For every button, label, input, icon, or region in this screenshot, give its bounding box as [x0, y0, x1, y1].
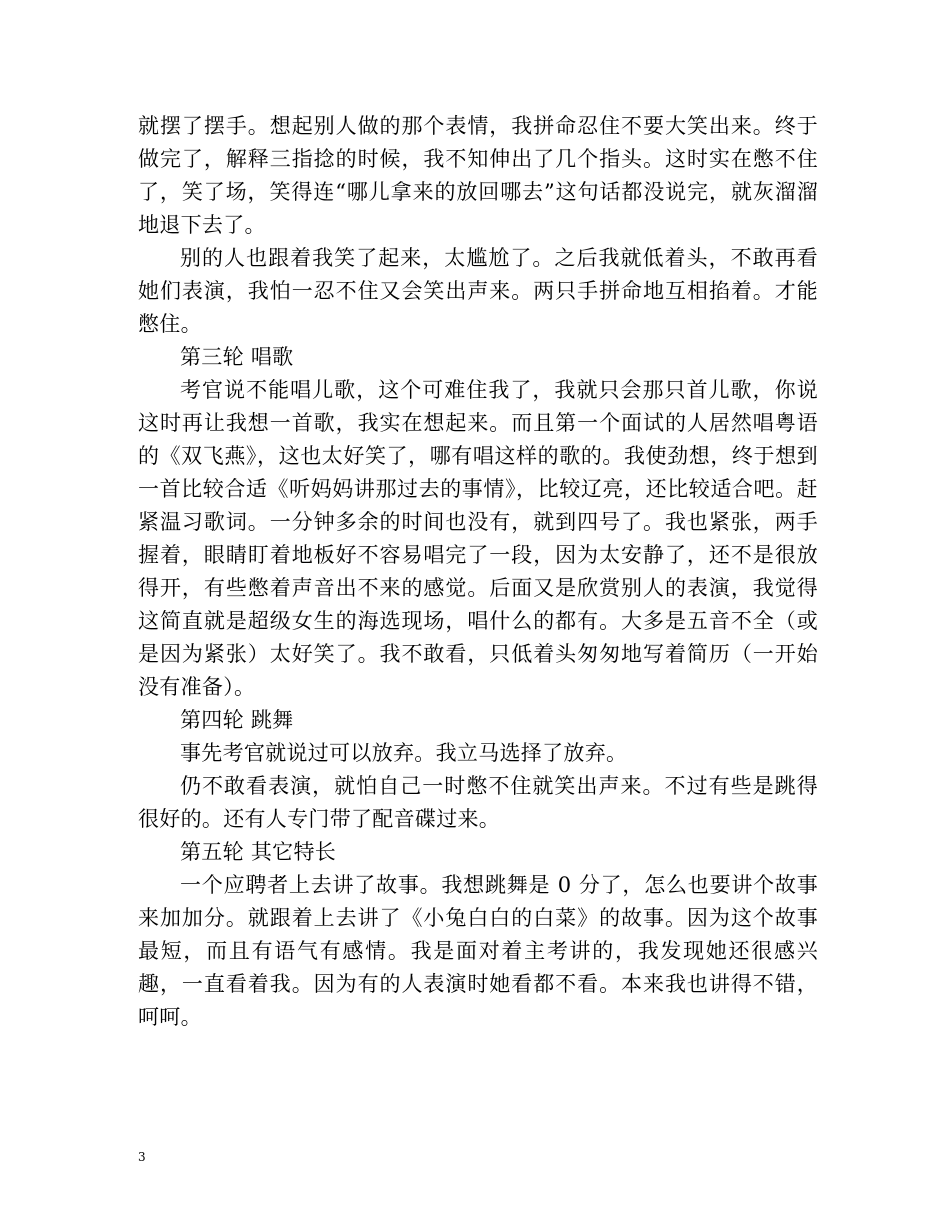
paragraph-5: 仍不敢看表演，就怕自己一时憋不住就笑出声来。不过有些是跳得很好的。还有人专门带了配音碟过来。: [138, 774, 818, 831]
section-heading-round-5: 第五轮 其它特长: [180, 840, 337, 864]
section-heading-round-3: 第三轮 唱歌: [180, 345, 294, 369]
paragraph-4: 事先考官就说过可以放弃。我立马选择了放弃。: [180, 741, 628, 765]
page-number: 3: [138, 1150, 146, 1164]
paragraph-3: 考官说不能唱儿歌，这个可难住我了，我就只会那只首儿歌，你说这时再让我想一首歌，我实在想起来。而且第一个面试的人居然唱粤语的《双飞燕》，这也太好笑了，哪有唱这样的歌的。我使劲想，终于想到一首比较合适《听妈妈讲那过去的事情》，比较辽亮，还比较适合吧。赶紧温习歌词。一分钟多余的时间也没有，就到四号了。我也紧张，两手握着，眼睛盯着地板好不容易唱完了一段，因为太安静了，还不是很放得开，有些憋着声音出不来的感觉。后面又是欣赏别人的表演，我觉得这简直就是超级女生的海选现场，唱什么的都有。大多是五音不全（或是因为紧张）太好笑了。我不敢看，只低着头匆匆地写着简历（一开始没有准备）。: [138, 378, 818, 699]
paragraph-6: 一个应聘者上去讲了故事。我想跳舞是 0 分了，怎么也要讲个故事来加加分。就跟着上去讲了《小兔白白的白菜》的故事。因为这个故事最短，而且有语气有感情。我是面对着主考讲的，我发现她还很感兴趣，一直看着我。因为有的人表演时她看都不看。本来我也讲得不错，呵呵。: [138, 873, 818, 1029]
body-text: [138, 110, 818, 1034]
section-heading-round-4: 第四轮 跳舞: [180, 708, 294, 732]
paragraph-1: 就摆了摆手。想起别人做的那个表情，我拼命忍住不要大笑出来。终于做完了，解释三指捻的时候，我不知伸出了几个指头。这时实在憋不住了，笑了场，笑得连“哪儿拿来的放回哪去”这句话都没说完，就灰溜溜地退下去了。: [138, 114, 818, 237]
paragraph-2: 别的人也跟着我笑了起来，太尴尬了。之后我就低着头，不敢再看她们表演，我怕一忍不住又会笑出声来。两只手拼命地互相掐着。才能憋住。: [138, 246, 818, 336]
